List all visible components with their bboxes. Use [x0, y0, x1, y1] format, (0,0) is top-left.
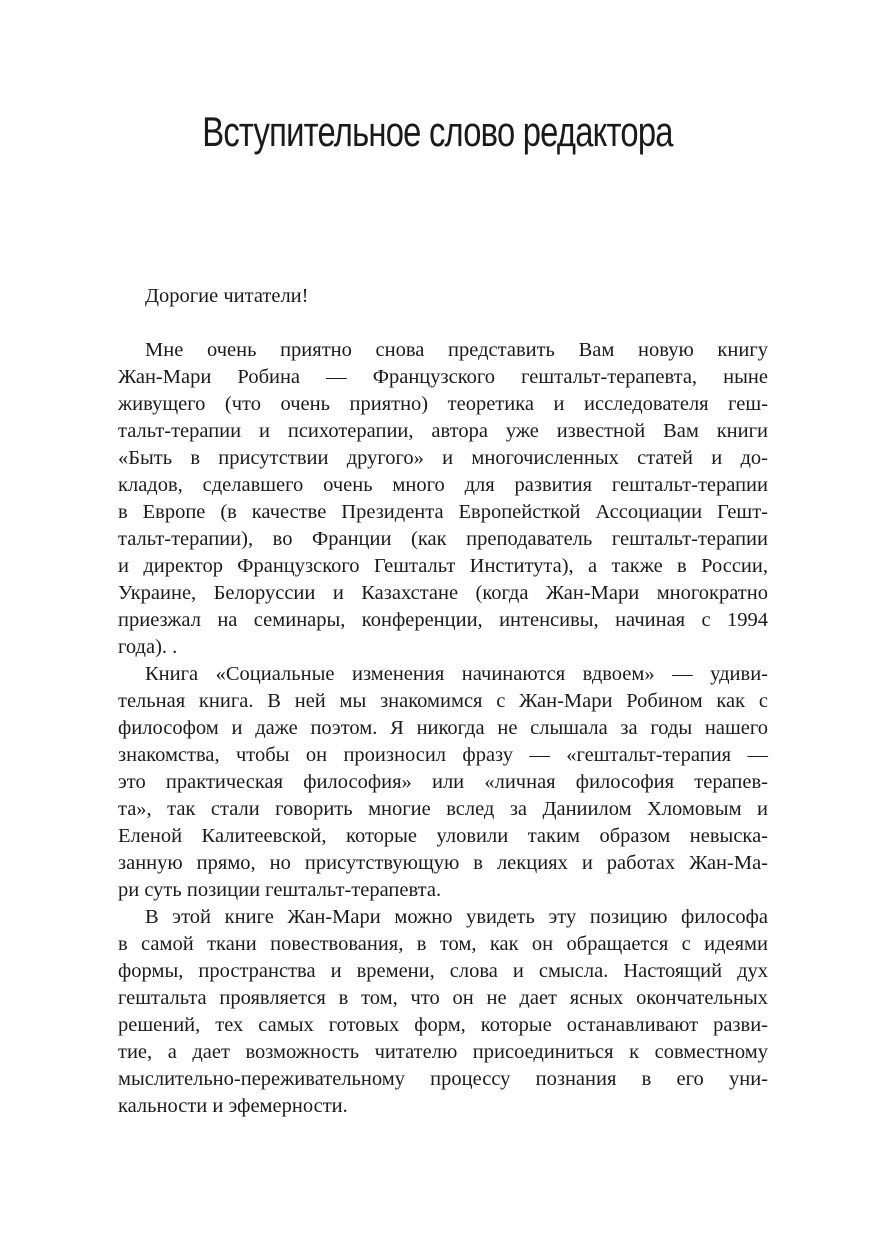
- salutation: Дорогие читатели!: [145, 285, 309, 307]
- text-line: занную прямо, но присутствующую в лекциях и работах Жан-Ма-: [118, 852, 768, 874]
- text-line: Жан-Мари Робина — Французского гештальт-терапевта, ныне: [118, 366, 768, 388]
- text-line: в Европе (в качестве Президента Европейсткой Ассоциации Гешт-: [118, 501, 768, 523]
- text-line: Мне очень приятно снова представить Вам новую книгу: [145, 339, 768, 361]
- body-text: [118, 337, 768, 1120]
- text-line: приезжал на семинары, конференции, интенсивы, начиная с 1994: [118, 609, 768, 631]
- text-line: Еленой Калитеевской, которые уловили таким образом невыска-: [118, 825, 768, 847]
- text-line: решений, тех самых готовых форм, которые останавливают разви-: [118, 1014, 768, 1036]
- text-line: «Быть в присутствии другого» и многочисленных статей и до-: [118, 447, 768, 469]
- text-line: философом и даже поэтом. Я никогда не слышала за годы нашего: [118, 717, 768, 739]
- text-line: формы, пространства и времени, слова и смысла. Настоящий дух: [118, 960, 768, 982]
- text-line: знакомства, чтобы он произносил фразу — «гештальт-терапия —: [118, 744, 768, 766]
- text-line: В этой книге Жан-Мари можно увидеть эту позицию философа: [145, 906, 768, 928]
- text-line: тальт-терапии), во Франции (как преподаватель гештальт-терапии: [118, 528, 768, 550]
- text-line: тельная книга. В ней мы знакомимся с Жан-Мари Робином как с: [118, 690, 768, 712]
- text-line: Книга «Социальные изменения начинаются вдвоем» — удиви-: [145, 663, 768, 685]
- text-line: кальности и эфемерности.: [118, 1095, 348, 1117]
- text-line: это практическая философия» или «личная философия терапев-: [118, 771, 768, 793]
- text-line: та», так стали говорить многие вслед за Даниилом Хломовым и: [118, 798, 768, 820]
- text-line: гештальта проявляется в том, что он не дает ясных окончательных: [118, 987, 768, 1009]
- text-line: года). .: [118, 636, 178, 658]
- text-line: мыслительно-переживательному процессу познания в его уни-: [118, 1068, 768, 1090]
- text-line: тальт-терапии и психотерапии, автора уже известной Вам книги: [118, 420, 768, 442]
- text-line: тие, а дает возможность читателю присоединиться к совместному: [118, 1041, 768, 1063]
- text-line: и директор Французского Гештальт Института), а также в России,: [118, 555, 768, 577]
- text-line: Украине, Белоруссии и Казахстане (когда Жан-Мари многократно: [118, 582, 768, 604]
- paragraph: [118, 337, 768, 661]
- text-line: в самой ткани повествования, в том, как он обращается с идеями: [118, 933, 768, 955]
- text-line: кладов, сделавшего очень много для развития гештальт-терапии: [118, 474, 768, 496]
- paragraph: [118, 661, 768, 904]
- text-line: живущего (что очень приятно) теоретика и исследователя геш-: [118, 393, 768, 415]
- paragraph: [118, 904, 768, 1120]
- text-line: ри суть позиции гештальт-терапевта.: [118, 879, 442, 901]
- page-title: Вступительное слово редактора: [202, 108, 673, 155]
